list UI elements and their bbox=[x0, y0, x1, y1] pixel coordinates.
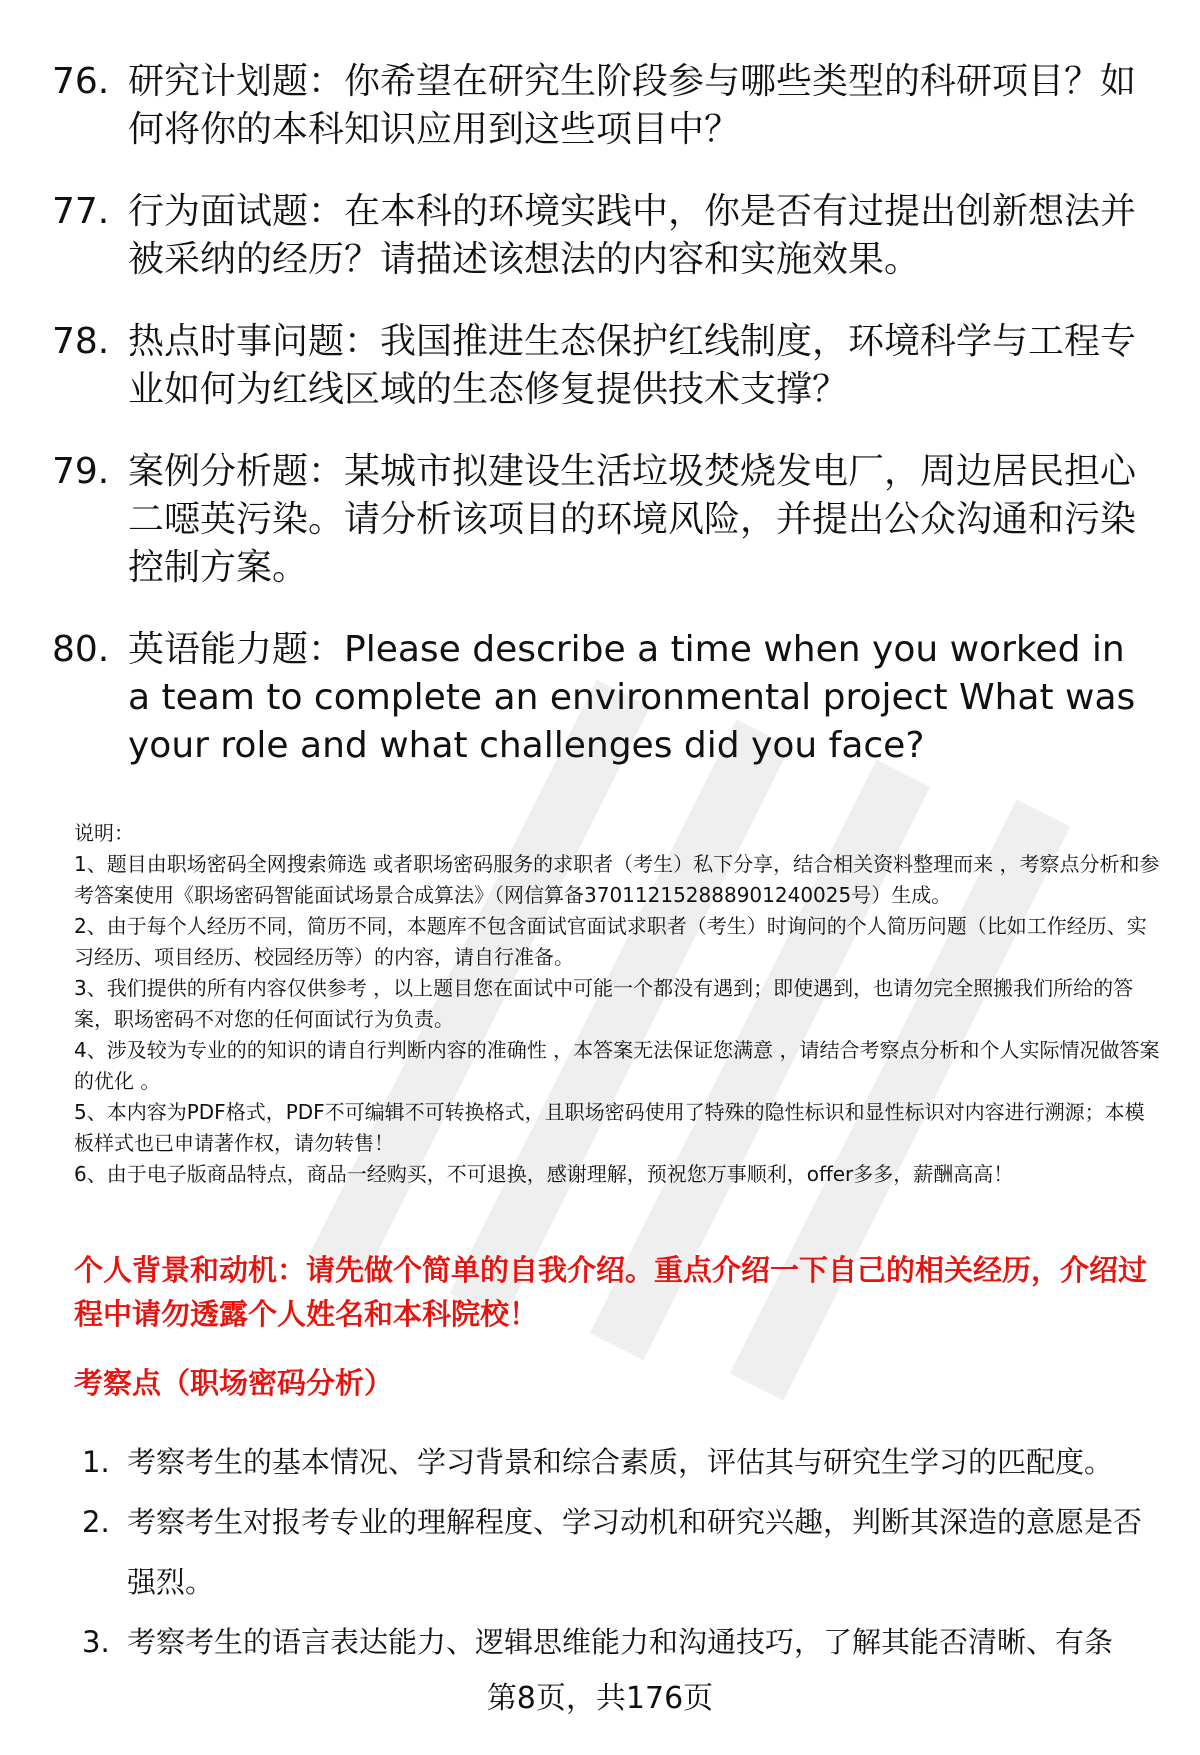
point-text: 考察考生的语言表达能力、逻辑思维能力和沟通技巧，了解其能否清晰、有条 bbox=[127, 1625, 1114, 1659]
question-item bbox=[52, 58, 1152, 154]
note-item: 3、我们提供的所有内容仅供参考 ，以上题目您在面试中可能一个都没有遇到；即使遇到，也请勿完全照搬我们所给的答案，职场密码不对您的任何面试行为负责。 bbox=[74, 976, 1134, 1031]
question-number: 78. bbox=[52, 321, 110, 362]
point-text: 考察考生的基本情况、学习背景和综合素质，评估其与研究生学习的匹配度。 bbox=[127, 1445, 1114, 1479]
question-list bbox=[52, 58, 1152, 804]
note-item: 6、由于电子版商品特点，商品一经购买，不可退换，感谢理解，预祝您万事顺利，offer多多，薪酬高高！ bbox=[74, 1162, 1014, 1186]
question-item bbox=[52, 626, 1152, 770]
point-number: 2. bbox=[82, 1505, 110, 1539]
question-text: 行为面试题：在本科的环境实践中，你是否有过提出创新想法并被采纳的经历？请描述该想法的内容和实施效果。 bbox=[128, 191, 1137, 280]
note-item: 5、本内容为PDF格式，PDF不可编辑不可转换格式，且职场密码使用了特殊的隐性标识和显性标识对内容进行溯源；本模板样式也已申请著作权，请勿转售！ bbox=[74, 1100, 1145, 1155]
analysis-point bbox=[82, 1492, 1157, 1612]
question-item bbox=[52, 448, 1152, 592]
question-number: 77. bbox=[52, 191, 110, 232]
analysis-heading: 考察点（职场密码分析） bbox=[74, 1366, 394, 1400]
note-item: 2、由于每个人经历不同，简历不同，本题库不包含面试官面试求职者（考生）时询问的个人简历问题（比如工作经历、实习经历、项目经历、校园经历等）的内容，请自行准备。 bbox=[74, 914, 1147, 969]
page-footer: 第8页，共176页 bbox=[486, 1681, 714, 1716]
question-item bbox=[52, 188, 1152, 284]
notes-section bbox=[74, 818, 1164, 1190]
question-text: 案例分析题：某城市拟建设生活垃圾焚烧发电厂，周边居民担心二噁英污染。请分析该项目的环境风险，并提出公众沟通和污染控制方案。 bbox=[128, 451, 1137, 588]
point-number: 1. bbox=[82, 1445, 110, 1479]
analysis-point bbox=[82, 1612, 1157, 1672]
notes-title: 说明： bbox=[74, 821, 134, 845]
question-text: 英语能力题：Please describe a time when you worked in a team to complete an environmental project What was your role and what challenges did you face? bbox=[128, 629, 1136, 766]
note-item: 4、涉及较为专业的的知识的请自行判断内容的准确性 ，本答案无法保证您满意 ，请结合考察点分析和个人实际情况做答案的优化 。 bbox=[74, 1038, 1160, 1093]
analysis-points bbox=[82, 1432, 1157, 1672]
question-number: 79. bbox=[52, 451, 110, 492]
note-item: 1、题目由职场密码全网搜索筛选 或者职场密码服务的求职者（考生）私下分享，结合相关资料整理而来 ，考察点分析和参考答案使用《职场密码智能面试场景合成算法》（网信算备370112152888901240025号）生成。 bbox=[74, 852, 1160, 907]
intro-question: 个人背景和动机：请先做个简单的自我介绍。重点介绍一下自己的相关经历，介绍过程中请勿透露个人姓名和本科院校！ bbox=[74, 1253, 1148, 1331]
question-number: 76. bbox=[52, 61, 110, 102]
point-text: 考察考生对报考专业的理解程度、学习动机和研究兴趣，判断其深造的意愿是否强烈。 bbox=[127, 1505, 1143, 1599]
question-number: 80. bbox=[52, 629, 110, 670]
question-item bbox=[52, 318, 1152, 414]
question-text: 研究计划题：你希望在研究生阶段参与哪些类型的科研项目？如何将你的本科知识应用到这些项目中？ bbox=[128, 61, 1137, 150]
question-text: 热点时事问题：我国推进生态保护红线制度，环境科学与工程专业如何为红线区域的生态修复提供技术支撑？ bbox=[128, 321, 1137, 410]
point-number: 3. bbox=[82, 1625, 110, 1659]
analysis-point bbox=[82, 1432, 1157, 1492]
